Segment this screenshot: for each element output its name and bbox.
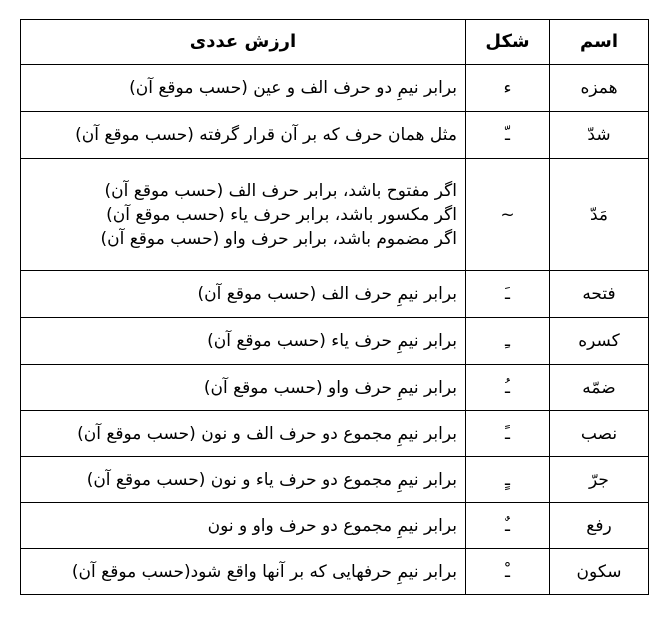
row-value-line: اگر مکسور باشد، برابر حرف یاء (حسب موقع آن): [106, 204, 457, 225]
row-shape: ـُ: [466, 365, 550, 411]
row-name: ضمّه: [550, 365, 649, 411]
row-value-line: برابر نیمِ دو حرف الف و عین (حسب موقع آن): [129, 78, 457, 98]
row-name: سکون: [550, 549, 649, 595]
row-name: مَدّ: [550, 159, 649, 271]
row-name: همزه: [550, 65, 649, 112]
table-row: [21, 503, 649, 549]
row-shape: ـْ: [466, 549, 550, 595]
table-row: [21, 411, 649, 457]
row-value: [21, 65, 466, 112]
row-shape: ~: [466, 159, 550, 271]
row-value: [21, 271, 466, 318]
row-value: [21, 503, 466, 549]
row-value-line: مثل همان حرف که بر آن قرار گرفته (حسب موقع آن): [75, 125, 457, 145]
row-name: فتحه: [550, 271, 649, 318]
table-row: [21, 112, 649, 159]
row-value-line: برابر نیمِ حرف واو (حسب موقع آن): [203, 377, 457, 398]
header-shape: شکل: [466, 20, 550, 65]
row-value: [21, 549, 466, 595]
row-shape: ـٌ: [466, 503, 550, 549]
row-shape: ـً: [466, 411, 550, 457]
row-shape: ـّ: [466, 112, 550, 159]
row-value-line: اگر مضموم باشد، برابر حرف واو (حسب موقع آن): [100, 228, 457, 249]
row-value: [21, 159, 466, 271]
table-row: [21, 65, 649, 112]
row-name: شدّ: [550, 112, 649, 159]
row-shape: ـِ: [466, 318, 550, 365]
row-name: جرّ: [550, 457, 649, 503]
row-value: [21, 411, 466, 457]
row-value: [21, 318, 466, 365]
table-row: [21, 318, 649, 365]
row-value-line: برابر نیمِ مجموع دو حرف یاء و نون (حسب موقع آن): [86, 469, 457, 490]
table-row: [21, 549, 649, 595]
table-row: [21, 457, 649, 503]
table-row: [21, 271, 649, 318]
table-row: [21, 365, 649, 411]
row-value-line: برابر نیمِ مجموع دو حرف واو و نون: [207, 515, 457, 536]
row-value-line: برابر نیمِ حرفهایی که بر آنها واقع شود(حسب موقع آن): [71, 561, 457, 582]
diacritics-value-table: [20, 19, 649, 595]
row-shape: ء: [466, 65, 550, 112]
row-value-line: برابر نیمِ مجموع دو حرف الف و نون (حسب موقع آن): [77, 423, 457, 444]
table-header-row: [21, 20, 649, 65]
row-value: [21, 365, 466, 411]
row-value-line: اگر مفتوح باشد، برابر حرف الف (حسب موقع آن): [104, 180, 457, 201]
row-name: کسره: [550, 318, 649, 365]
row-shape: ـٍ: [466, 457, 550, 503]
header-name: اسم: [550, 20, 649, 65]
table-row: [21, 159, 649, 271]
row-value-line: برابر نیمِ حرف الف (حسب موقع آن): [197, 284, 457, 304]
row-value: [21, 457, 466, 503]
row-value-line: برابر نیمِ حرف یاء (حسب موقع آن): [207, 331, 457, 351]
header-value: ارزش عددی: [21, 20, 466, 65]
row-shape: ـَ: [466, 271, 550, 318]
row-value: [21, 112, 466, 159]
row-name: نصب: [550, 411, 649, 457]
row-name: رفع: [550, 503, 649, 549]
